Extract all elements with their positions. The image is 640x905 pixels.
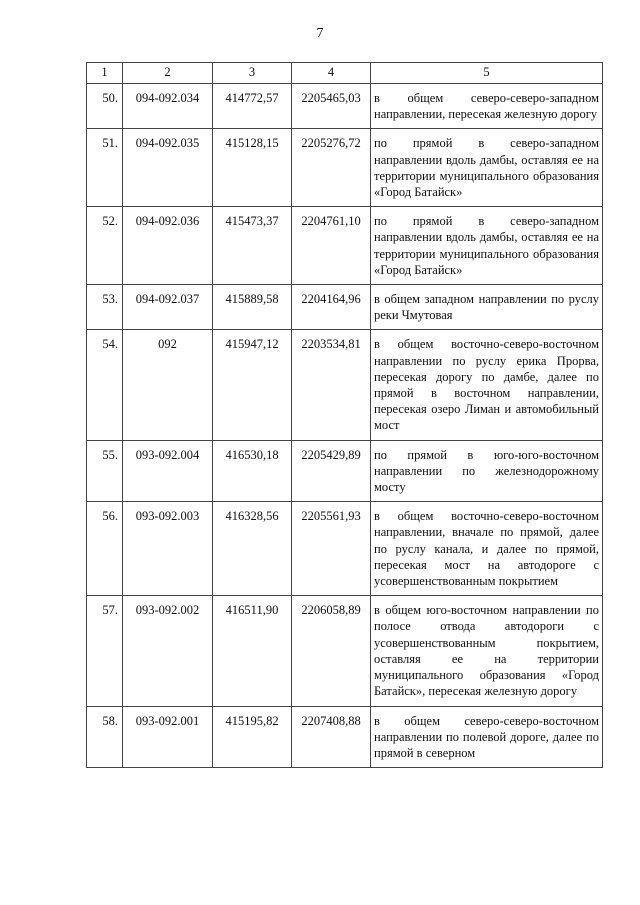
coordinate-y: 2205561,93 [292,502,371,596]
column-header-4: 4 [292,63,371,84]
coordinate-y: 2204761,10 [292,207,371,285]
coordinate-x: 414772,57 [213,84,292,129]
row-number: 55. [87,440,123,502]
column-header-5: 5 [371,63,603,84]
row-number: 53. [87,285,123,330]
coordinate-y: 2203534,81 [292,330,371,440]
route-description: в общем западном направлении по руслу реки Чмутовая [371,285,603,330]
coordinate-y: 2205465,03 [292,84,371,129]
table-header-row [87,63,603,84]
row-number: 50. [87,84,123,129]
point-id: 093-092.002 [123,596,213,706]
table-row [87,207,603,285]
column-header-1: 1 [87,63,123,84]
coordinate-x: 415128,15 [213,129,292,207]
coordinate-x: 415947,12 [213,330,292,440]
row-number: 52. [87,207,123,285]
coordinate-y: 2204164,96 [292,285,371,330]
route-description: в общем северо-северо-восточном направлении по полевой дороге, далее по прямой в северном [371,706,603,768]
coordinate-x: 416328,56 [213,502,292,596]
coordinate-x: 416530,18 [213,440,292,502]
table-row [87,502,603,596]
page-number: 7 [316,26,324,41]
point-id: 094-092.034 [123,84,213,129]
row-number: 57. [87,596,123,706]
coordinate-x: 416511,90 [213,596,292,706]
row-number: 58. [87,706,123,768]
point-id: 094-092.037 [123,285,213,330]
coordinate-y: 2205429,89 [292,440,371,502]
coordinate-x: 415195,82 [213,706,292,768]
row-number: 56. [87,502,123,596]
table-row [87,285,603,330]
route-description: в общем юго-восточном направлении по полосе отвода автодороги с усовершенствованным покрытием, оставляя ее на территории муниципального образования «Город Батайск», пересекая железную дорогу [371,596,603,706]
route-description: по прямой в юго-юго-восточном направлении по железнодорожному мосту [371,440,603,502]
table-row [87,596,603,706]
table-row [87,440,603,502]
column-header-2: 2 [123,63,213,84]
coordinate-x: 415473,37 [213,207,292,285]
row-number: 51. [87,129,123,207]
coordinate-x: 415889,58 [213,285,292,330]
route-description: в общем восточно-северо-восточном направлении по руслу ерика Прорва, пересекая дорогу по дамбе, далее по прямой в восточном направлении, пересекая озеро Лиман и автомобильный мост [371,330,603,440]
coordinate-y: 2205276,72 [292,129,371,207]
route-description: в общем северо-северо-западном направлении, пересекая железную дорогу [371,84,603,129]
table-row [87,330,603,440]
point-id: 094-092.035 [123,129,213,207]
column-header-3: 3 [213,63,292,84]
coordinate-y: 2207408,88 [292,706,371,768]
point-id: 093-092.003 [123,502,213,596]
table-row [87,706,603,768]
point-id: 094-092.036 [123,207,213,285]
table-row [87,84,603,129]
boundary-points-table [86,62,603,768]
coordinate-y: 2206058,89 [292,596,371,706]
route-description: в общем восточно-северо-восточном направлении, вначале по прямой, далее по руслу канала, и далее по прямой, пересекая мост на автодороге с усовершенствованным покрытием [371,502,603,596]
route-description: по прямой в северо-западном направлении вдоль дамбы, оставляя ее на территории муниципального образования «Город Батайск» [371,129,603,207]
point-id: 092 [123,330,213,440]
route-description: по прямой в северо-западном направлении вдоль дамбы, оставляя ее на территории муниципального образования «Город Батайск» [371,207,603,285]
point-id: 093-092.004 [123,440,213,502]
table-row [87,129,603,207]
row-number: 54. [87,330,123,440]
point-id: 093-092.001 [123,706,213,768]
